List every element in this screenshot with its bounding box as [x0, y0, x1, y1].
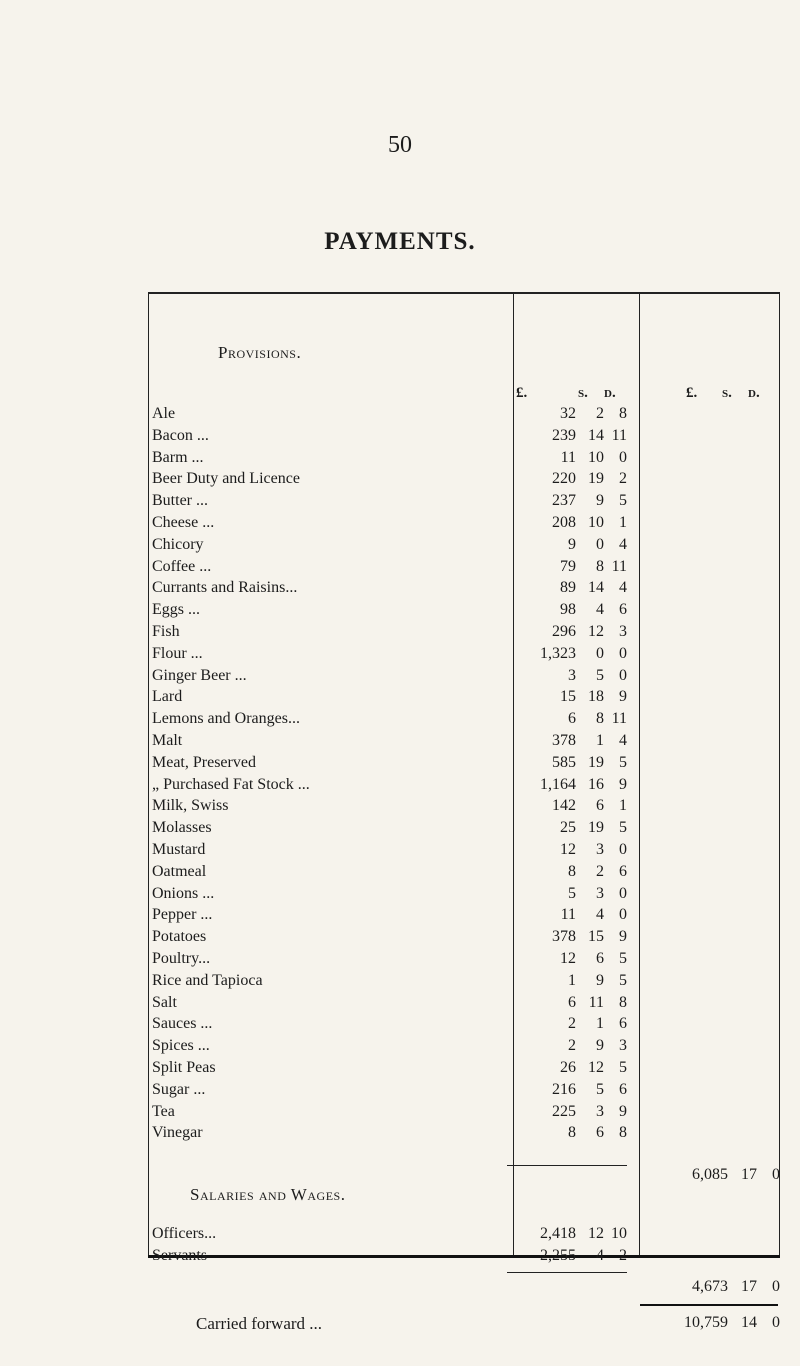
- row-pence: 9: [619, 775, 627, 793]
- row-pounds: 216: [552, 1080, 576, 1098]
- row-pounds: 15: [560, 688, 576, 706]
- row-label: Poultry...: [152, 950, 211, 967]
- ledger-row: [152, 862, 627, 885]
- row-pounds: 98: [560, 601, 576, 619]
- row-pounds: 6: [568, 993, 576, 1011]
- row-label: Bacon ...: [152, 426, 209, 444]
- row-shillings: 5: [596, 1080, 604, 1098]
- row-label: Lemons and Oranges...: [152, 710, 300, 728]
- row-label: Salt: [152, 993, 177, 1011]
- row-pence: 1: [619, 797, 627, 815]
- salaries-total-pence: 0: [772, 1278, 780, 1295]
- row-pence: 0: [619, 841, 627, 858]
- salaries-total-pounds: 4,673: [692, 1278, 728, 1295]
- row-label: Coffee ...: [152, 557, 212, 575]
- row-pounds: 1: [568, 971, 576, 989]
- ledger-row: [152, 1059, 627, 1081]
- row-label: Chicory: [152, 535, 204, 553]
- row-pence: 0: [619, 448, 627, 466]
- row-pounds: 378: [552, 732, 576, 749]
- row-pounds: 3: [568, 666, 576, 684]
- col-header-shillings: s.: [578, 385, 588, 401]
- row-label: Cheese ...: [152, 514, 215, 531]
- row-pounds: 220: [552, 470, 576, 488]
- row-pounds: 208: [552, 514, 576, 531]
- row-pounds: 378: [552, 928, 576, 946]
- ledger-row: [152, 535, 627, 558]
- ledger-row: [152, 1102, 627, 1125]
- row-pence: 8: [619, 993, 627, 1011]
- totals-header-shillings: s.: [722, 385, 732, 401]
- ledger-row: [152, 710, 627, 732]
- row-label: Ginger Beer ...: [152, 666, 247, 684]
- row-label: Rice and Tapioca: [152, 971, 263, 989]
- row-shillings: 11: [588, 993, 604, 1011]
- row-shillings: 0: [596, 535, 604, 553]
- grand-total-rule: [640, 1304, 778, 1306]
- row-pence: 11: [611, 710, 627, 728]
- row-shillings: 12: [588, 1059, 604, 1076]
- row-label: Sugar ...: [152, 1080, 206, 1098]
- row-pounds: 12: [560, 841, 576, 858]
- row-shillings: 8: [596, 710, 604, 728]
- row-label: Beer Duty and Licence: [152, 470, 300, 488]
- row-pence: 3: [619, 1037, 627, 1055]
- ledger-row: [152, 797, 627, 819]
- ledger-row: [152, 1037, 627, 1059]
- ledger-row: [152, 688, 627, 710]
- row-pounds: 5: [568, 884, 576, 902]
- ledger-row: [152, 906, 627, 928]
- row-shillings: 1: [596, 1015, 604, 1033]
- ledger-row: [152, 819, 627, 841]
- row-label: Eggs ...: [152, 601, 200, 619]
- row-pence: 10: [611, 1225, 627, 1242]
- row-pounds: 32: [560, 405, 576, 422]
- row-pence: 5: [619, 950, 627, 967]
- row-shillings: 9: [596, 492, 604, 510]
- row-pence: 6: [619, 1080, 627, 1098]
- row-pence: 9: [619, 688, 627, 706]
- row-pounds: 8: [568, 1124, 576, 1142]
- row-shillings: 4: [596, 601, 604, 619]
- row-label: Pepper ...: [152, 906, 213, 924]
- row-shillings: 2: [596, 405, 604, 422]
- row-shillings: 3: [596, 841, 604, 858]
- row-pounds: 26: [560, 1059, 576, 1076]
- ledger-left-border: [148, 292, 149, 1258]
- row-shillings: 0: [596, 644, 604, 662]
- row-pence: 6: [619, 1015, 627, 1033]
- provisions-total-pence: 0: [772, 1166, 780, 1183]
- row-pounds: 6: [568, 710, 576, 728]
- totals-header-pounds: £.: [686, 385, 698, 401]
- row-label: Milk, Swiss: [152, 797, 229, 815]
- row-pence: 5: [619, 753, 627, 771]
- row-pounds: 2,255: [540, 1247, 576, 1264]
- row-label: Officers...: [152, 1225, 217, 1242]
- ledger-row: [152, 1247, 627, 1269]
- ledger-row: [152, 623, 627, 645]
- row-shillings: 6: [596, 797, 604, 815]
- row-pounds: 8: [568, 862, 576, 880]
- row-label: Vinegar: [152, 1124, 203, 1142]
- row-pounds: 2: [568, 1037, 576, 1055]
- row-pounds: 25: [560, 819, 576, 837]
- row-shillings: 14: [588, 426, 604, 444]
- salaries-subtotal-rule: [507, 1272, 627, 1273]
- row-shillings: 12: [588, 1225, 604, 1242]
- row-label: Ale: [152, 405, 176, 422]
- row-pence: 2: [619, 1247, 627, 1264]
- row-shillings: 9: [596, 1037, 604, 1055]
- row-label: Fish: [152, 623, 180, 640]
- row-pounds: 237: [552, 492, 576, 510]
- ledger-row: [152, 1015, 627, 1037]
- row-pounds: 89: [560, 579, 576, 597]
- ledger-row: [152, 514, 627, 536]
- salaries-total-shillings: 17: [741, 1278, 757, 1295]
- ledger-row: [152, 1225, 627, 1247]
- ledger-row: [152, 405, 627, 427]
- row-pence: 9: [619, 928, 627, 946]
- ledger-row: [152, 492, 627, 514]
- row-shillings: 16: [588, 775, 604, 793]
- ledger-row: [152, 666, 627, 689]
- row-label: Tea: [152, 1102, 175, 1120]
- row-pence: 3: [619, 623, 627, 640]
- row-shillings: 15: [588, 928, 604, 946]
- row-label: Servants: [152, 1247, 208, 1264]
- row-label: Split Peas: [152, 1059, 216, 1076]
- row-shillings: 4: [596, 1247, 604, 1264]
- row-pounds: 1,323: [540, 644, 576, 662]
- row-shillings: 4: [596, 906, 604, 924]
- row-label: Molasses: [152, 819, 212, 837]
- ledger-row: [152, 971, 627, 994]
- ledger-right-border: [779, 292, 780, 1258]
- row-shillings: 10: [588, 448, 604, 466]
- row-pounds: 79: [560, 557, 576, 575]
- ledger-row: [152, 928, 627, 950]
- row-pounds: 9: [568, 535, 576, 553]
- row-pence: 11: [611, 557, 627, 575]
- row-label: Flour ...: [152, 644, 203, 662]
- column-divider-totals: [639, 292, 640, 1258]
- row-label: Sauces ...: [152, 1015, 213, 1033]
- row-pence: 0: [619, 906, 627, 924]
- row-pounds: 225: [552, 1102, 576, 1120]
- row-label: Potatoes: [152, 928, 207, 946]
- row-pounds: 11: [560, 448, 576, 466]
- carried-forward-label: Carried forward ...: [196, 1314, 323, 1333]
- row-pence: 5: [619, 971, 627, 989]
- salaries-heading: Salaries and Wages.: [190, 1185, 346, 1204]
- row-label: Barm ...: [152, 448, 204, 466]
- row-shillings: 6: [596, 1124, 604, 1142]
- ledger-row: [152, 993, 627, 1016]
- ledger-row: [152, 753, 627, 776]
- row-pence: 4: [619, 579, 627, 597]
- row-shillings: 5: [596, 666, 604, 684]
- ledger-row: [152, 841, 627, 863]
- row-pence: 2: [619, 470, 627, 488]
- row-shillings: 1: [596, 732, 604, 749]
- row-pence: 6: [619, 862, 627, 880]
- row-shillings: 3: [596, 884, 604, 902]
- row-label: Spices ...: [152, 1037, 210, 1055]
- row-pounds: 2: [568, 1015, 576, 1033]
- row-pence: 0: [619, 644, 627, 662]
- row-pence: 5: [619, 1059, 627, 1076]
- row-pounds: 2,418: [540, 1225, 576, 1242]
- row-pounds: 12: [560, 950, 576, 967]
- row-pence: 1: [619, 514, 627, 531]
- row-pence: 8: [619, 405, 627, 422]
- row-pounds: 1,164: [540, 775, 576, 793]
- ledger-row: [152, 950, 627, 972]
- row-pence: 4: [619, 732, 627, 749]
- row-shillings: 8: [596, 557, 604, 575]
- row-shillings: 3: [596, 1102, 604, 1120]
- row-label: Malt: [152, 732, 183, 749]
- carried-forward-pence: 0: [772, 1314, 780, 1331]
- row-label: Currants and Raisins...: [152, 579, 298, 597]
- carried-forward-shillings: 14: [741, 1314, 757, 1331]
- row-pence: 11: [611, 426, 627, 444]
- row-pence: 5: [619, 819, 627, 837]
- row-label: Onions ...: [152, 884, 215, 902]
- row-pounds: 11: [560, 906, 576, 924]
- ledger-row: [152, 601, 627, 623]
- row-label: Oatmeal: [152, 862, 207, 880]
- ledger-row: [152, 884, 627, 907]
- row-pence: 5: [619, 492, 627, 510]
- provisions-total-pounds: 6,085: [692, 1166, 728, 1183]
- row-shillings: 19: [588, 819, 604, 837]
- provisions-total-shillings: 17: [741, 1166, 757, 1183]
- page-number: 50: [388, 132, 412, 158]
- page-title: PAYMENTS.: [324, 228, 476, 255]
- row-label: Butter ...: [152, 492, 208, 510]
- row-pence: 0: [619, 884, 627, 902]
- row-shillings: 19: [588, 470, 604, 488]
- row-shillings: 19: [588, 753, 604, 771]
- col-header-pence: d.: [604, 385, 616, 401]
- row-label: Lard: [152, 688, 183, 706]
- row-pounds: 585: [552, 753, 576, 771]
- row-pounds: 142: [552, 797, 576, 815]
- row-shillings: 2: [596, 862, 604, 880]
- ledger-row: [152, 644, 627, 667]
- ledger-row: [152, 426, 627, 449]
- row-pounds: 296: [552, 623, 576, 640]
- ledger-row: [152, 732, 627, 754]
- row-shillings: 14: [588, 579, 604, 597]
- ledger-row: [152, 1124, 627, 1146]
- row-shillings: 12: [588, 623, 604, 640]
- ledger-row: [152, 557, 627, 580]
- row-label: Mustard: [152, 841, 206, 858]
- row-pence: 8: [619, 1124, 627, 1142]
- col-header-pounds: £.: [516, 385, 528, 401]
- row-shillings: 6: [596, 950, 604, 967]
- row-pence: 6: [619, 601, 627, 619]
- row-shillings: 18: [588, 688, 604, 706]
- row-shillings: 10: [588, 514, 604, 531]
- carried-forward-pounds: 10,759: [684, 1314, 728, 1331]
- row-label: Meat, Preserved: [152, 753, 256, 771]
- row-pence: 0: [619, 666, 627, 684]
- ledger-row: [152, 448, 627, 471]
- row-pounds: 239: [552, 426, 576, 444]
- ledger-row: [152, 775, 627, 798]
- row-pence: 9: [619, 1102, 627, 1120]
- ledger-row: [152, 470, 627, 492]
- row-label: „ Purchased Fat Stock ...: [152, 775, 310, 793]
- row-shillings: 9: [596, 971, 604, 989]
- provisions-heading: Provisions.: [218, 343, 302, 362]
- ledger-row: [152, 1080, 627, 1103]
- row-pence: 4: [619, 535, 627, 553]
- ledger-row: [152, 579, 627, 601]
- ledger-top-rule: [148, 292, 780, 294]
- totals-header-pence: d.: [748, 385, 760, 401]
